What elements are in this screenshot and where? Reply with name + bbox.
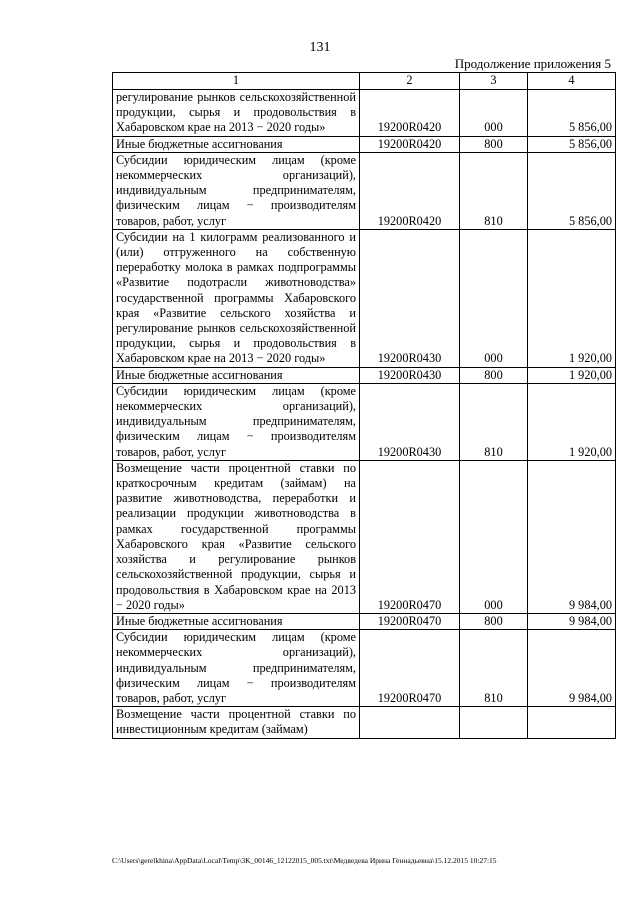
row-type: 000 xyxy=(460,229,528,367)
row-type: 800 xyxy=(460,613,528,629)
table-row xyxy=(113,90,616,137)
row-amount: 1 920,00 xyxy=(528,383,616,460)
row-description: Иные бюджетные ассигнования xyxy=(113,136,360,152)
row-description: Иные бюджетные ассигнования xyxy=(113,613,360,629)
row-description: Возмещение части процентной ставки по инвестиционным кредитам (займам) xyxy=(113,707,360,738)
header-col-1: 1 xyxy=(113,73,360,90)
page-number: 131 xyxy=(309,40,331,55)
row-type: 810 xyxy=(460,630,528,707)
row-type: 810 xyxy=(460,152,528,229)
table-header-row xyxy=(113,73,616,90)
row-amount xyxy=(528,707,616,738)
row-code: 19200R0420 xyxy=(360,90,460,137)
budget-table xyxy=(112,72,616,739)
table-row xyxy=(113,707,616,738)
row-amount: 9 984,00 xyxy=(528,613,616,629)
table-row xyxy=(113,136,616,152)
row-code: 19200R0470 xyxy=(360,630,460,707)
row-type: 800 xyxy=(460,367,528,383)
row-type: 800 xyxy=(460,136,528,152)
table-row xyxy=(113,229,616,367)
header-col-4: 4 xyxy=(528,73,616,90)
row-description: Субсидии юридическим лицам (кроме некоммерческих организаций), индивидуальным предпринимателям, физическим лицам − производителям товаров, работ, услуг xyxy=(113,152,360,229)
row-type: 000 xyxy=(460,90,528,137)
row-description: Субсидии на 1 килограмм реализованного и (или) отгруженного на собственную переработку молока в рамках подпрограммы «Развитие подотрасли животноводства» государственной программы Хабаровского края «Развитие сельского хозяйства и регулирование рынков сельскохозяйственной продукции, сырья и продовольствия в Хабаровском крае на 2013 − 2020 годы» xyxy=(113,229,360,367)
row-description: Субсидии юридическим лицам (кроме некоммерческих организаций), индивидуальным предпринимателям, физическим лицам − производителям товаров, работ, услуг xyxy=(113,630,360,707)
row-type: 000 xyxy=(460,460,528,613)
header-col-3: 3 xyxy=(460,73,528,90)
row-amount: 9 984,00 xyxy=(528,460,616,613)
table-row xyxy=(113,383,616,460)
row-code: 19200R0420 xyxy=(360,152,460,229)
row-type xyxy=(460,707,528,738)
row-amount: 5 856,00 xyxy=(528,152,616,229)
table-row xyxy=(113,613,616,629)
row-description: Возмещение части процентной ставки по краткосрочным кредитам (займам) на развитие животноводства, переработки и реализации продукции животноводства в рамках государственной программы Хабаровского края «Развитие сельского хозяйства и регулирование рынков сельскохозяйственной продукции, сырья и продовольствия в Хабаровском крае на 2013 − 2020 годы» xyxy=(113,460,360,613)
table-row xyxy=(113,152,616,229)
row-code xyxy=(360,707,460,738)
row-type: 810 xyxy=(460,383,528,460)
row-amount: 5 856,00 xyxy=(528,136,616,152)
row-code: 19200R0430 xyxy=(360,229,460,367)
header-col-2: 2 xyxy=(360,73,460,90)
row-code: 19200R0430 xyxy=(360,383,460,460)
row-description: Иные бюджетные ассигнования xyxy=(113,367,360,383)
table-row xyxy=(113,367,616,383)
row-amount: 5 856,00 xyxy=(528,90,616,137)
row-code: 19200R0420 xyxy=(360,136,460,152)
row-amount: 9 984,00 xyxy=(528,630,616,707)
row-amount: 1 920,00 xyxy=(528,367,616,383)
table-row xyxy=(113,630,616,707)
row-code: 19200R0470 xyxy=(360,460,460,613)
footer-file-path: C:\Users\gerelkhina\AppData\Local\Temp\3K_00146_12122015_005.txt\Медведева Ирина Геннадьевна\15.12.2015 10:27:15 xyxy=(112,856,497,865)
row-code: 19200R0470 xyxy=(360,613,460,629)
table-row xyxy=(113,460,616,613)
continuation-label: Продолжение приложения 5 xyxy=(454,56,611,71)
row-code: 19200R0430 xyxy=(360,367,460,383)
row-amount: 1 920,00 xyxy=(528,229,616,367)
row-description: Субсидии юридическим лицам (кроме некоммерческих организаций), индивидуальным предпринимателям, физическим лицам − производителям товаров, работ, услуг xyxy=(113,383,360,460)
row-description: регулирование рынков сельскохозяйственной продукции, сырья и продовольствия в Хабаровском крае на 2013 − 2020 годы» xyxy=(113,90,360,137)
